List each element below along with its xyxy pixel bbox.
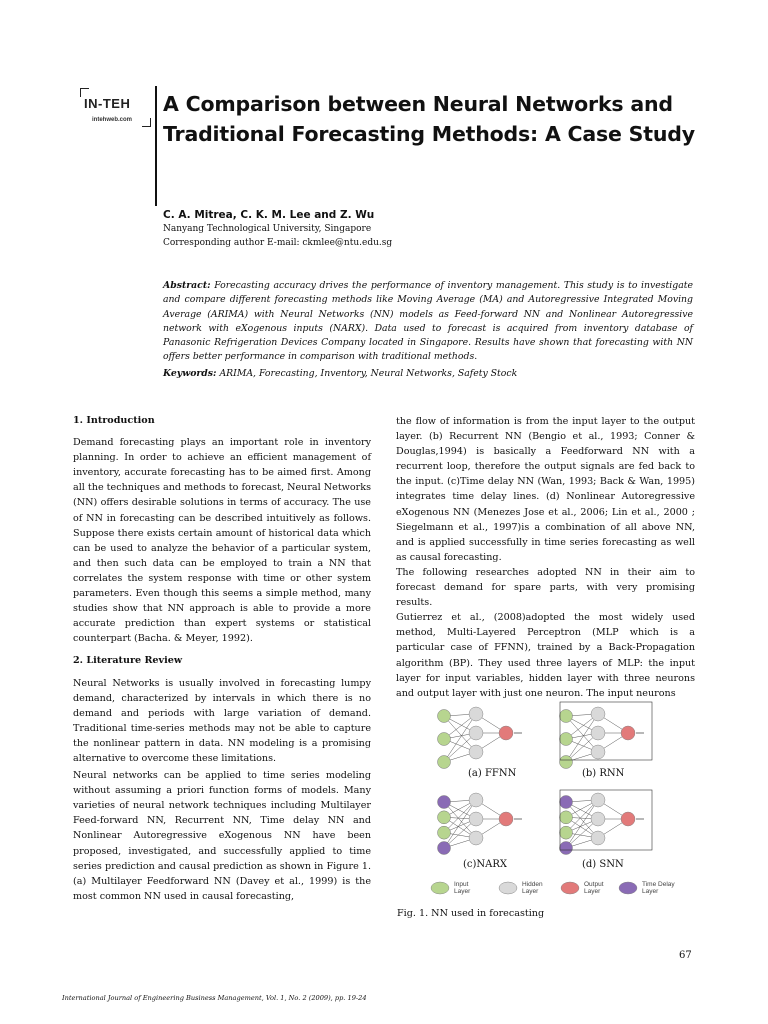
legend-swatch <box>431 882 449 894</box>
figure-label-rnn: (b) RNN <box>582 768 625 779</box>
corresponding-email: Corresponding author E-mail: ckmlee@ntu.edu.sg <box>163 238 393 248</box>
page-number: 67 <box>679 950 692 961</box>
legend-label: Output Layer <box>584 881 604 895</box>
title-divider <box>155 86 157 206</box>
legend-label: Time Delay Layer <box>642 881 675 895</box>
neural-network-figure <box>422 700 694 908</box>
right-paragraph-3: Gutierrez et al., (2008)adopted the most widely used method, Multi-Layered Perceptron (MLP which is a particular case of FFNN), trained by a Back-Propagation algorithm (BP). They used three layers of MLP: the input layer for input variables, hidden layer with three neurons and output layer with just one neuron. The input neurons <box>396 612 695 699</box>
paper-title: A Comparison between Neural Networks and Traditional Forecasting Methods: A Case Study <box>163 92 695 146</box>
legend-swatch <box>619 882 637 894</box>
intro-heading: 1. Introduction <box>73 415 155 426</box>
intro-paragraph: Demand forecasting plays an important role in inventory planning. In order to achieve an efficient management of inventory, accurate forecasting has to be aimed first. Among all the techniques and methods to forecast, Neural Networks (NN) offers desirable solutions in terms of accuracy. The use of NN in forecasting can be described intuitively as follows. Suppose there exists certain amount of historical data which can be used to analyze the behavior of a particular system, and then such data can be employed to train a NN that correlates the system response with time or other system parameters. Even though this seems a simple method, many studies show that NN approach is able to provide a more accurate prediction than expert systems or statistical counterpart (Bacha. & Meyer, 1992). <box>73 437 371 645</box>
figure-label-narx: (c)NARX <box>463 859 508 870</box>
abstract-label: Abstract: <box>163 280 211 291</box>
logo-name: IN-TEH <box>84 96 131 111</box>
right-column <box>396 414 695 701</box>
figure-label-snn: (d) SNN <box>582 859 624 870</box>
keywords-text: ARIMA, Forecasting, Inventory, Neural Networks, Safety Stock <box>219 368 518 379</box>
publisher-logo <box>80 88 150 136</box>
affiliation: Nanyang Technological University, Singapore <box>163 224 372 234</box>
legend-swatch <box>499 882 517 894</box>
rnn-diagram <box>560 702 653 769</box>
keywords-label: Keywords: <box>163 368 217 379</box>
authors: C. A. Mitrea, C. K. M. Lee and Z. Wu <box>163 209 375 221</box>
left-column <box>73 413 371 904</box>
lit-review-heading: 2. Literature Review <box>73 655 183 667</box>
ffnn-diagram <box>438 707 523 769</box>
snn-diagram <box>560 790 653 855</box>
right-paragraph-2: The following researches adopted NN in their aim to forecast demand for spare parts, with very promising results. <box>396 566 695 609</box>
legend-label: Input Layer <box>454 881 471 895</box>
keywords <box>163 367 693 381</box>
lit-review-paragraph-1: Neural Networks is usually involved in forecasting lumpy demand, characterized by intervals in which there is no demand and periods with large variation of demand. Traditional time-series methods may not be able to capture the nonlinear pattern in data. NN modeling is a promising alternative to overcome these limitations. <box>73 677 371 764</box>
legend-swatch <box>561 882 579 894</box>
logo-url: intehweb.com <box>92 117 133 123</box>
journal-footer: International Journal of Engineering Business Management, Vol. 1, No. 2 (2009), pp. 19-24 <box>62 994 367 1002</box>
right-paragraph-1: the flow of information is from the input layer to the output layer. (b) Recurrent NN (Bengio et al., 1993; Conner & Douglas,1994) is basically a Feedforward NN with a recurrent loop, therefore the output signals are fed back to the input. (c)Time delay NN (Wan, 1993; Back & Wan, 1995) integrates time delay lines. (d) Nonlinear Autoregressive eXogenous NN (Menezes Jose et al., 2006; Lin et al., 2000 ; Siegelmann et al., 1997)is a combination of all above NN, and is applied successfully in time series forecasting as well as causal forecasting. <box>396 416 695 563</box>
abstract <box>163 279 693 365</box>
legend-label: Hidden Layer <box>522 881 543 895</box>
abstract-text: Forecasting accuracy drives the performance of inventory management. This study is to investigate and compare different forecasting methods like Moving Average (MA) and Autoregressive Integrated Moving Average (ARIMA) with Neural Networks (NN) models as Feed-forward NN and Nonlinear Autoregressive network with eXogenous inputs (NARX). Data used to forecast is acquired from inventory database of Panasonic Refrigeration Devices Company located in Singapore. Results have shown that forecasting with NN offers better performance in comparison with traditional methods. <box>163 280 693 363</box>
affiliation-block <box>163 222 392 250</box>
narx-diagram <box>438 793 523 855</box>
lit-review-paragraph-2: Neural networks can be applied to time series modeling without assuming a priori function forms of models. Many varieties of neural network techniques including Multilayer Feed-forward NN, Recurrent NN, Time delay NN and Nonlinear Autoregressive eXogenous NN have been proposed, investigated, and successfully applied to time series prediction and causal prediction as shown in Figure 1. (a) Multilayer Feedforward NN (Davey et al., 1999) is the most common NN used in causal forecasting, <box>73 770 371 902</box>
figure-caption: Fig. 1. NN used in forecasting <box>397 908 545 919</box>
figure-label-ffnn: (a) FFNN <box>468 768 517 779</box>
